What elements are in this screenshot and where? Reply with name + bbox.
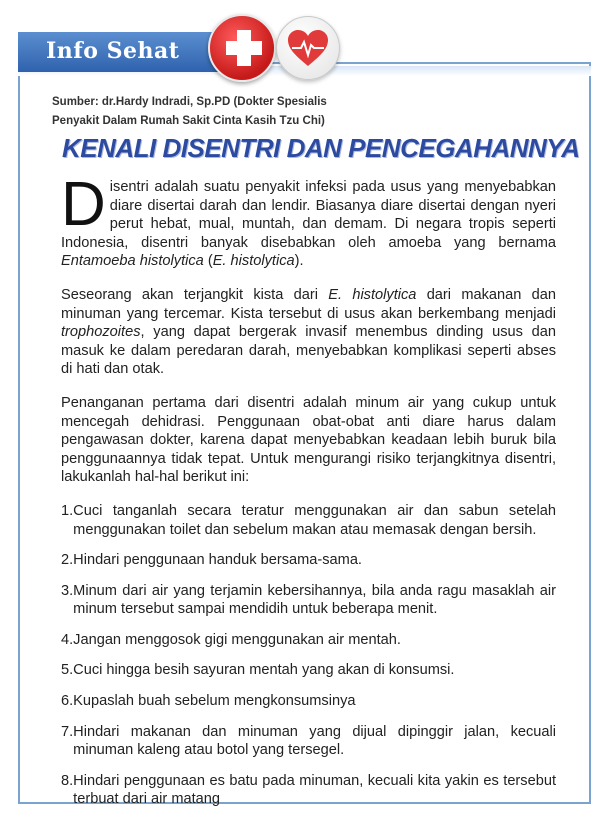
source-line-2: Penyakit Dalam Rumah Sakit Cinta Kasih Tzu Chi) — [52, 115, 325, 127]
article-body — [61, 170, 556, 821]
list-num: 6. — [61, 693, 74, 710]
list-item — [61, 692, 556, 711]
list-text: Cuci tanganlah secara teratur menggunakan air dan sabun setelah menggunakan toilet dan sebelum makan atau memasak dengan bersih. — [73, 502, 556, 538]
list-item — [61, 582, 556, 619]
section-title: Info Sehat — [46, 38, 180, 64]
list-num: 8. — [61, 772, 74, 789]
list-text: Minum dari air yang terjamin kebersihannya, bila anda ragu masaklah air minum tersebut sampai mendidih untuk beberapa menit. — [73, 582, 556, 618]
paragraph-1 — [61, 170, 556, 271]
paragraph-3: Penanganan pertama dari disentri adalah minum air yang cukup untuk mencegah dehidrasi. Penggunaan obat-obat anti diare harus dalam pengawasan dokter, karena dapat menyebabkan keadaan lebih buruk bila penggunaannya tidak tepat. Untuk mengurangi risiko terjangkitnya disentri, lakukanlah hal-hal berikut ini: — [61, 394, 556, 486]
list-text: Hindari makanan dan minuman yang dijual dipinggir jalan, kecuali minuman kaleng atau botol yang tersegel. — [73, 723, 556, 759]
list-item — [61, 631, 556, 650]
p1-italic-b: E. histolytica — [212, 253, 295, 270]
list-text: Hindari penggunaan es batu pada minuman, kecuali kita yakin es tersebut terbuat dari air matang — [73, 772, 556, 808]
p1-italic-a: Entamoeba histolytica — [61, 253, 204, 270]
p1-text-c: ). — [294, 253, 304, 270]
p2-text-a: Seseorang akan terjangkit kista dari — [61, 286, 329, 303]
list-text: Kupaslah buah sebelum mengkonsumsinya — [73, 693, 356, 710]
list-num: 5. — [61, 662, 74, 679]
list-text: Cuci hingga besih sayuran mentah yang akan di konsumsi. — [73, 662, 455, 679]
list-item — [61, 723, 556, 760]
list-item — [61, 502, 556, 539]
list-num: 3. — [61, 582, 74, 599]
drop-cap: D — [61, 170, 106, 239]
medical-cross-icon — [208, 14, 276, 82]
header-band — [18, 32, 228, 72]
list-text: Jangan menggosok gigi menggunakan air mentah. — [73, 631, 401, 648]
p1-text-a: isentri adalah suatu penyakit infeksi pada usus yang menyebabkan diare disertai darah dan lendir. Biasanya diare disertai dengan nyeri perut hebat, mual, muntah, dan demam. Di negara tropis seperti Indonesia, disentri banyak disebabkan oleh amoeba yang bernama — [61, 179, 556, 251]
list-item — [61, 772, 556, 809]
source-line-1: Sumber: dr.Hardy Indradi, Sp.PD (Dokter Spesialis — [52, 96, 327, 108]
prevention-list — [61, 502, 556, 809]
list-num: 1. — [61, 502, 74, 519]
article-headline: KENALI DISENTRI DAN PENCEGAHANNYA — [62, 133, 580, 163]
p1-text-b: ( — [203, 253, 213, 270]
paragraph-2 — [61, 286, 556, 379]
p2-italic-a: E. histolytica — [328, 286, 417, 303]
list-num: 7. — [61, 723, 74, 740]
list-item — [61, 551, 556, 570]
p2-text-c: , yang dapat bergerak invasif menembus dinding usus dan masuk ke dalam peredaran darah, menyebabkan komplikasi seperti abses di hati dan otak. — [61, 324, 556, 378]
p2-text-b: dari makanan dan minuman yang tercemar. Kista tersebut di usus akan berkembang menjadi — [61, 286, 556, 322]
list-item — [61, 661, 556, 680]
p2-italic-b: trophozoites — [61, 324, 141, 341]
list-num: 2. — [61, 552, 74, 569]
list-text: Hindari penggunaan handuk bersama-sama. — [73, 552, 362, 569]
source-credit — [52, 93, 327, 131]
list-num: 4. — [61, 631, 74, 648]
heart-pulse-icon — [276, 16, 340, 80]
